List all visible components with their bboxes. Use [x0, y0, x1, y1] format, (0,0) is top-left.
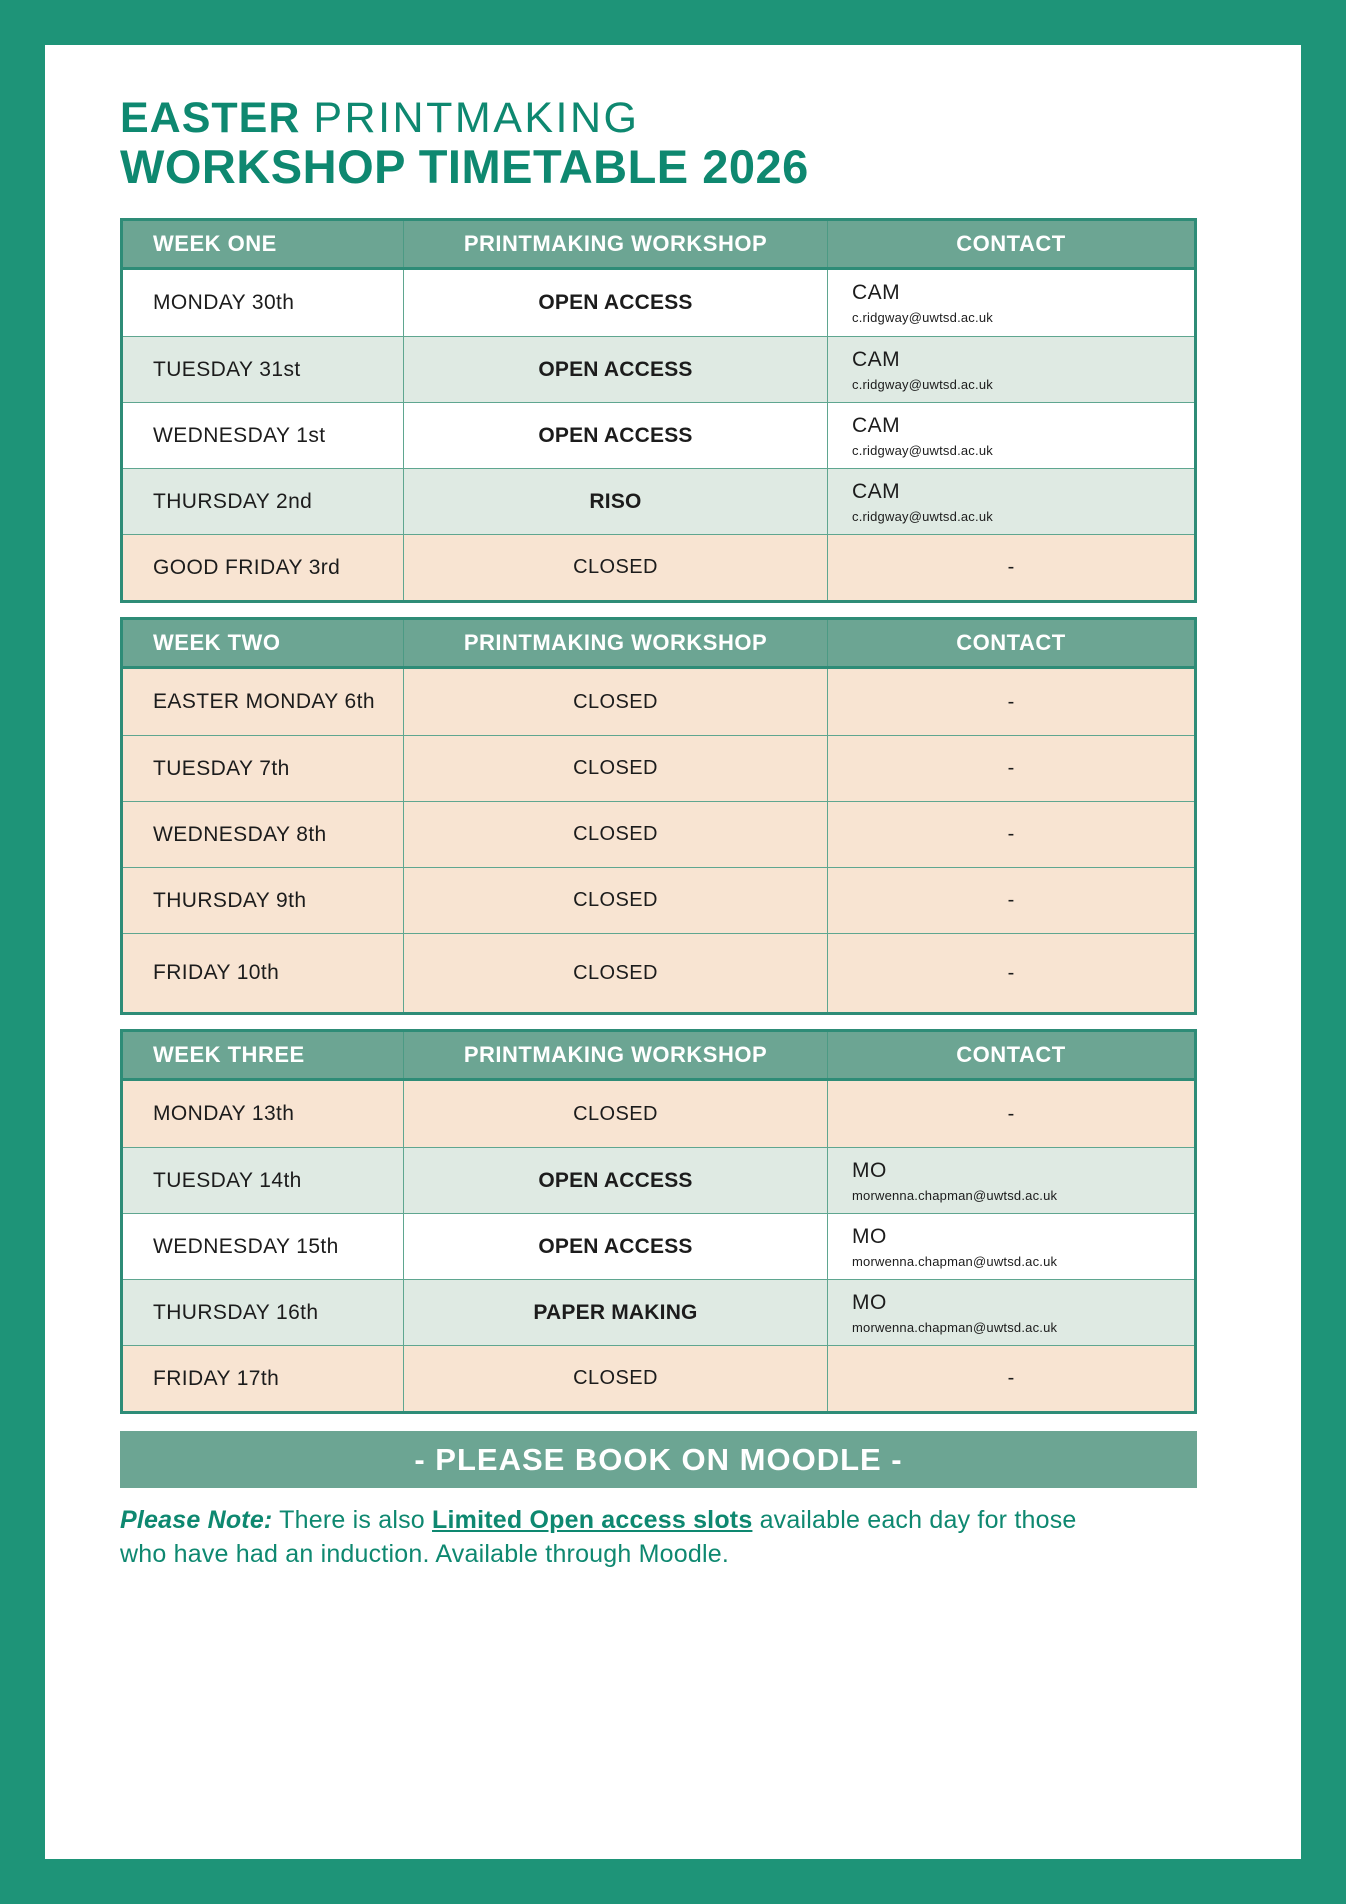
table-row: [123, 1279, 1194, 1345]
day-cell: MONDAY 30th: [123, 270, 404, 336]
footer-note: [120, 1504, 1085, 1571]
column-header: PRINTMAKING WORKSHOP: [404, 620, 828, 666]
contact-name: CAM: [852, 479, 901, 503]
column-header: WEEK THREE: [123, 1032, 404, 1078]
workshop-cell: PAPER MAKING: [404, 1280, 828, 1345]
table-row: [123, 1147, 1194, 1213]
note-text-1: There is also: [272, 1506, 433, 1535]
table-row: [123, 669, 1194, 735]
workshop-cell: OPEN ACCESS: [404, 403, 828, 468]
workshop-cell: CLOSED: [404, 1081, 828, 1147]
contact-cell: -: [1007, 757, 1015, 780]
contact-name: MO: [852, 1290, 887, 1314]
contact-name: CAM: [852, 281, 901, 305]
timetable-week-two: [120, 617, 1197, 1015]
timetable-week-three: [120, 1029, 1197, 1414]
contact-cell: -: [1007, 889, 1015, 912]
workshop-cell: CLOSED: [404, 802, 828, 867]
workshop-cell: CLOSED: [404, 535, 828, 600]
contact-email: morwenna.chapman@uwtsd.ac.uk: [852, 1319, 1058, 1335]
day-cell: THURSDAY 9th: [123, 868, 404, 933]
contact-cell: [828, 270, 1194, 336]
title-line-2: WORKSHOP TIMETABLE 2026: [120, 140, 809, 194]
workshop-cell: CLOSED: [404, 736, 828, 801]
column-header: CONTACT: [956, 630, 1066, 656]
table-row: [123, 1345, 1194, 1411]
day-cell: GOOD FRIDAY 3rd: [123, 535, 404, 600]
workshop-cell: RISO: [404, 469, 828, 534]
document-page: [45, 45, 1301, 1859]
timetable-week-one: [120, 218, 1197, 603]
contact-name: MO: [852, 1158, 887, 1182]
title-word-easter: EASTER: [120, 94, 301, 142]
contact-email: c.ridgway@uwtsd.ac.uk: [852, 442, 993, 458]
contact-cell: [828, 403, 1194, 468]
day-cell: THURSDAY 16th: [123, 1280, 404, 1345]
table-row: [123, 402, 1194, 468]
contact-email: c.ridgway@uwtsd.ac.uk: [852, 508, 993, 524]
note-text-2: available each day for those who have had an induction. Available through Moodle.: [120, 1506, 1077, 1568]
contact-cell: -: [1007, 823, 1015, 846]
book-on-moodle-banner: - PLEASE BOOK ON MOODLE -: [120, 1431, 1197, 1488]
column-header: PRINTMAKING WORKSHOP: [404, 1032, 828, 1078]
workshop-cell: CLOSED: [404, 934, 828, 1012]
column-header: WEEK ONE: [123, 221, 404, 267]
table-row: [123, 1213, 1194, 1279]
note-limited-slots-text: Limited Open access slots: [432, 1506, 753, 1535]
table-row: [123, 933, 1194, 1012]
table-row: [123, 468, 1194, 534]
note-prefix: Please Note:: [120, 1506, 273, 1535]
day-cell: WEDNESDAY 8th: [123, 802, 404, 867]
page-title: [120, 95, 1301, 194]
day-cell: FRIDAY 10th: [123, 934, 404, 1012]
table-row: [123, 1081, 1194, 1147]
contact-email: morwenna.chapman@uwtsd.ac.uk: [852, 1187, 1058, 1203]
contact-cell: [828, 469, 1194, 534]
table-header-row: [123, 1032, 1194, 1081]
contact-cell: -: [1007, 556, 1015, 579]
workshop-cell: CLOSED: [404, 669, 828, 735]
contact-cell: -: [1007, 1102, 1015, 1125]
day-cell: EASTER MONDAY 6th: [123, 669, 404, 735]
contact-cell: -: [1007, 690, 1015, 713]
table-row: [123, 867, 1194, 933]
title-line-1: [120, 95, 1301, 141]
table-row: [123, 735, 1194, 801]
day-cell: WEDNESDAY 15th: [123, 1214, 404, 1279]
table-row: [123, 270, 1194, 336]
column-header: CONTACT: [956, 1042, 1066, 1068]
day-cell: FRIDAY 17th: [123, 1346, 404, 1411]
day-cell: MONDAY 13th: [123, 1081, 404, 1147]
workshop-cell: OPEN ACCESS: [404, 337, 828, 402]
contact-email: morwenna.chapman@uwtsd.ac.uk: [852, 1253, 1058, 1269]
day-cell: THURSDAY 2nd: [123, 469, 404, 534]
workshop-cell: OPEN ACCESS: [404, 1148, 828, 1213]
table-row: [123, 534, 1194, 600]
contact-cell: [828, 1148, 1194, 1213]
contact-name: CAM: [852, 347, 901, 371]
workshop-cell: CLOSED: [404, 868, 828, 933]
contact-cell: [828, 1214, 1194, 1279]
column-header: CONTACT: [956, 231, 1066, 257]
contact-cell: [828, 337, 1194, 402]
contact-cell: -: [1007, 961, 1015, 984]
column-header: PRINTMAKING WORKSHOP: [404, 221, 828, 267]
workshop-cell: CLOSED: [404, 1346, 828, 1411]
workshop-cell: OPEN ACCESS: [404, 1214, 828, 1279]
table-row: [123, 336, 1194, 402]
contact-cell: [828, 1280, 1194, 1345]
contact-name: MO: [852, 1224, 887, 1248]
contact-name: CAM: [852, 413, 901, 437]
workshop-cell: OPEN ACCESS: [404, 270, 828, 336]
contact-email: c.ridgway@uwtsd.ac.uk: [852, 376, 993, 392]
title-word-printmaking: PRINTMAKING: [313, 94, 640, 142]
table-header-row: [123, 620, 1194, 669]
day-cell: TUESDAY 7th: [123, 736, 404, 801]
contact-email: c.ridgway@uwtsd.ac.uk: [852, 310, 993, 326]
table-header-row: [123, 221, 1194, 270]
column-header: WEEK TWO: [123, 620, 404, 666]
contact-cell: -: [1007, 1367, 1015, 1390]
day-cell: TUESDAY 31st: [123, 337, 404, 402]
table-row: [123, 801, 1194, 867]
day-cell: TUESDAY 14th: [123, 1148, 404, 1213]
day-cell: WEDNESDAY 1st: [123, 403, 404, 468]
